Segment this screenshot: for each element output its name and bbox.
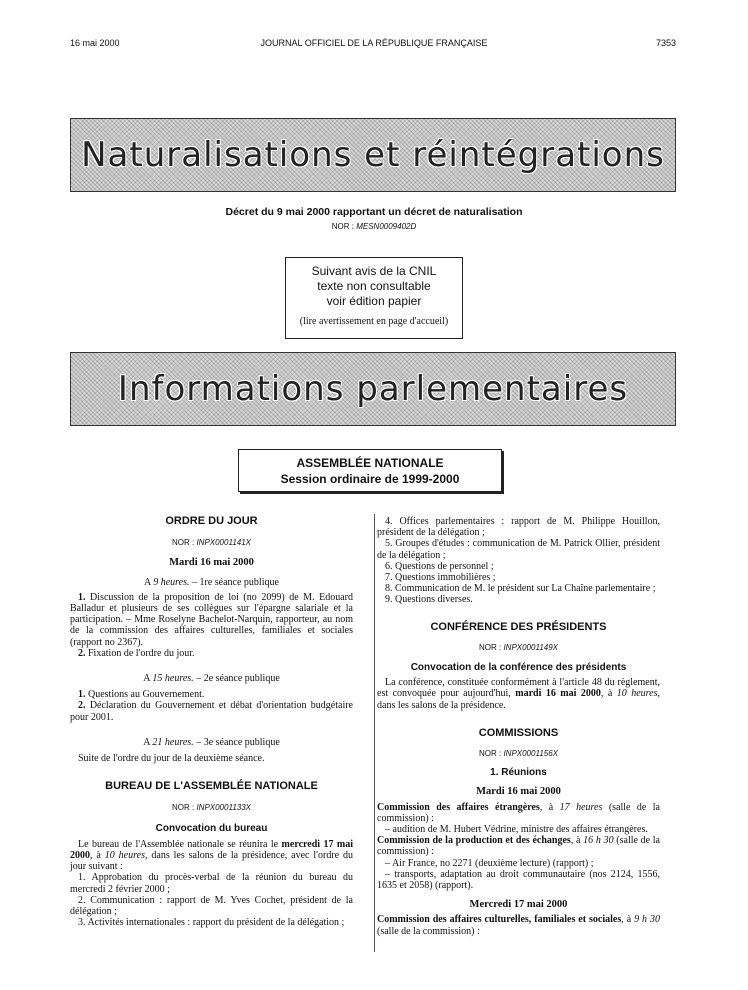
bureau-item-1: 1. Approbation du procès-verbal de la réunion du bureau du mercredi 2 février 2000 ; — [70, 872, 353, 895]
nor-line: NOR : INPX0001149X — [478, 642, 558, 652]
pe-item-1: – Air France, no 2271 (deuxième lecture) (rapport) ; — [385, 857, 594, 869]
session-title: Session ordinaire de 1999-2000 — [280, 472, 460, 486]
item-2: 2. Déclaration du Gouvernement et débat d'orientation budgétaire pour 2001. — [70, 700, 353, 723]
commission-affaires-culturelles: Commission des affaires culturelles, familiales et sociales, à 9 h 30 (salle de la commission) : — [377, 914, 660, 937]
bureau-item-3: 3. Activités internationales : rapport du président de la délégation ; — [78, 917, 345, 929]
banner-informations — [70, 352, 676, 426]
seance-2: A 15 heures. – 2e séance publique — [143, 673, 280, 685]
assemblee-box — [238, 449, 502, 492]
seance-3-text: Suite de l'ordre du jour de la deuxième séance. — [78, 753, 265, 765]
decret-title: Décret du 9 mai 2000 rapportant un décret de naturalisation — [225, 206, 523, 218]
conference-text: La conférence, constituée conformément à l'article 48 du règlement, est convoquée pour aujourd'hui, mardi 16 mai 2000, à 10 heures, dans les salons de la présidence. — [377, 677, 660, 711]
nor-line: NOR : INPX0001133X — [171, 803, 251, 813]
cnil-notice-box — [285, 257, 463, 339]
nor-code: MESN0009402D — [356, 222, 417, 231]
nor-line: NOR : INPX0001141X — [171, 538, 251, 548]
ordre-du-jour-heading: ORDRE DU JOUR — [165, 515, 258, 527]
date-heading-2: Mercredi 17 mai 2000 — [469, 899, 568, 911]
seance-3: A 21 heures. – 3e séance publique — [143, 736, 280, 748]
nor-code: INPX0001156X — [503, 749, 558, 759]
convocation-conference-heading: Convocation de la conférence des présidents — [410, 662, 627, 674]
reunions-heading: 1. Réunions — [490, 767, 547, 779]
bureau-item-6: 6. Questions de personnel ; — [385, 560, 494, 572]
header-journal: JOURNAL OFFICIEL DE LA RÉPUBLIQUE FRANÇAISE — [260, 38, 488, 48]
decret-nor — [0, 222, 748, 231]
cnil-line-2: texte non consultable — [317, 279, 431, 293]
date-heading: Mardi 16 mai 2000 — [476, 786, 561, 798]
bureau-item-8: 8. Communication de M. le président sur La Chaîne parlementaire ; — [385, 583, 656, 595]
seance-1: A 9 heures. – 1re séance publique — [144, 576, 279, 588]
header-page: 7353 — [655, 38, 676, 48]
item-1: 1. Questions au Gouvernement. — [78, 689, 205, 701]
commission-affaires-etrangeres: Commission des affaires étrangères, à 17 heures (salle de la commission) : — [377, 801, 660, 824]
bureau-item-9: 9. Questions diverses. — [385, 594, 473, 606]
left-column — [70, 516, 353, 928]
bureau-heading: BUREAU DE L'ASSEMBLÉE NATIONALE — [105, 780, 318, 793]
banner-title: Informations parlementaires — [117, 369, 629, 409]
item-1: 1. Discussion de la proposition de loi (no 2099) de M. Edouard Balladur et plusieurs de ses collègues sur l'épargne salariale et la participation. – Mme Roselyne Bachelot-Narquin, rapporteur, au nom de la commission des affaires culturelles, familiales et sociales (rapport no 2367). — [70, 591, 353, 648]
nor-code: INPX0001133X — [196, 803, 251, 813]
banner-title: Naturalisations et réintégrations — [81, 135, 665, 175]
cnil-line-3: voir édition papier — [326, 294, 422, 308]
nor-label: NOR : — [331, 222, 354, 231]
pe-item-2: – transports, adaptation au droit communautaire (nos 2124, 1556, 1635 et 2058) (rapport). — [377, 868, 660, 892]
cnil-line-4: (lire avertissement en page d'accueil) — [299, 316, 449, 327]
right-column — [377, 516, 660, 937]
nor-line: NOR : INPX0001156X — [478, 749, 558, 759]
nor-code: INPX0001149X — [503, 642, 558, 652]
convocation-heading: Convocation du bureau — [155, 822, 268, 834]
bureau-item-4: 4. Offices parlementaires : rapport de M. Philippe Houillon, président de la délégation ; — [377, 516, 660, 539]
date-heading: Mardi 16 mai 2000 — [169, 557, 254, 569]
bureau-text: Le bureau de l'Assemblée nationale se réunira le mercredi 17 mai 2000, à 10 heures, dans les salons de la présidence, avec l'ordre du jour suivant : — [70, 838, 353, 873]
item-2: 2. Fixation de l'ordre du jour. — [78, 647, 195, 659]
commission-production: Commission de la production et des échanges, à 16 h 30 (salle de la commission) : — [377, 835, 660, 858]
cnil-line-1: Suivant avis de la CNIL — [311, 264, 437, 278]
bureau-item-5: 5. Groupes d'études : communication de M. Patrick Ollier, président de la délégation ; — [377, 538, 660, 561]
ae-item-1: – audition de M. Hubert Védrine, ministre des affaires étrangères. — [385, 824, 648, 836]
bureau-item-7: 7. Questions immobilières ; — [385, 572, 496, 584]
banner-naturalisations — [70, 118, 676, 192]
header-date: 16 mai 2000 — [70, 38, 120, 48]
commissions-heading: COMMISSIONS — [478, 726, 559, 739]
conference-heading: CONFÉRENCE DES PRÉSIDENTS — [430, 620, 607, 633]
assemblee-title: ASSEMBLÉE NATIONALE — [296, 456, 444, 470]
bureau-item-2: 2. Communication : rapport de M. Yves Cochet, président de la délégation ; — [70, 894, 353, 918]
column-divider — [374, 514, 375, 952]
nor-code: INPX0001141X — [196, 538, 251, 548]
